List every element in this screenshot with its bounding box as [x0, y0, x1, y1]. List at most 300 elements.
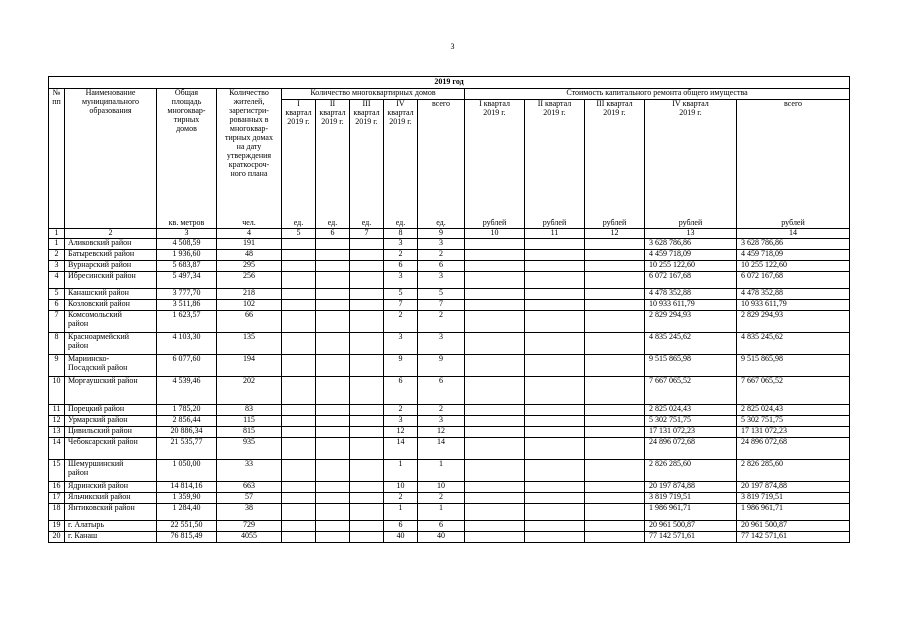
cost-q4: 2 826 285,60 [645, 460, 737, 482]
residents-count: 191 [217, 239, 282, 250]
row-number: 6 [49, 300, 65, 311]
table-row [49, 460, 850, 482]
cost-q1 [465, 300, 525, 311]
cost-q2 [525, 405, 585, 416]
cost-q1 [465, 261, 525, 272]
row-number: 14 [49, 438, 65, 460]
residents-count: 256 [217, 272, 282, 289]
count-total: 7 [418, 300, 465, 311]
header-cost-q4: IV квартал 2019 г. [645, 100, 737, 218]
count-q1 [282, 300, 316, 311]
cost-total: 24 896 072,68 [737, 438, 850, 460]
residents-count: 33 [217, 460, 282, 482]
cost-q4: 3 628 786,86 [645, 239, 737, 250]
residents-count: 135 [217, 333, 282, 355]
count-total: 2 [418, 311, 465, 333]
residents-count: 663 [217, 482, 282, 493]
residents-count: 38 [217, 504, 282, 521]
count-q4: 2 [384, 405, 418, 416]
cost-total: 3 819 719,51 [737, 493, 850, 504]
count-total: 12 [418, 427, 465, 438]
column-number: 10 [465, 229, 525, 239]
residents-count: 115 [217, 416, 282, 427]
residents-count: 194 [217, 355, 282, 377]
count-q4: 6 [384, 521, 418, 532]
total-area: 5 497,34 [157, 272, 217, 289]
cost-total: 5 302 751,75 [737, 416, 850, 427]
cost-q3 [585, 239, 645, 250]
municipality-name: Яльчикский район [65, 493, 157, 504]
cost-q2 [525, 272, 585, 289]
count-total: 40 [418, 532, 465, 543]
unit-cell: рублей [645, 218, 737, 229]
cost-q2 [525, 460, 585, 482]
row-number: 1 [49, 239, 65, 250]
municipality-name: Аликовский район [65, 239, 157, 250]
municipality-name: Мариинско- Посадский район [65, 355, 157, 377]
unit-cell [49, 218, 65, 229]
cost-q1 [465, 377, 525, 405]
cost-q1 [465, 532, 525, 543]
cost-q4: 24 896 072,68 [645, 438, 737, 460]
header-count-group: Количество многоквартирных домов [282, 89, 465, 100]
table-row [49, 377, 850, 405]
count-total: 2 [418, 250, 465, 261]
column-number: 6 [316, 229, 350, 239]
column-number: 8 [384, 229, 418, 239]
count-q2 [316, 377, 350, 405]
cost-q2 [525, 493, 585, 504]
column-number: 9 [418, 229, 465, 239]
cost-total: 2 825 024,43 [737, 405, 850, 416]
cost-q2 [525, 261, 585, 272]
cost-q2 [525, 416, 585, 427]
row-number: 4 [49, 272, 65, 289]
cost-q2 [525, 438, 585, 460]
cost-q1 [465, 355, 525, 377]
cost-q1 [465, 438, 525, 460]
count-q2 [316, 438, 350, 460]
table-row [49, 504, 850, 521]
cost-q4: 4 478 352,88 [645, 289, 737, 300]
row-number: 3 [49, 261, 65, 272]
count-q4: 1 [384, 460, 418, 482]
count-q1 [282, 250, 316, 261]
cost-q4: 20 961 500,87 [645, 521, 737, 532]
cost-q2 [525, 355, 585, 377]
count-q3 [350, 504, 384, 521]
municipality-name: Шемуршинский район [65, 460, 157, 482]
count-total: 9 [418, 355, 465, 377]
count-q3 [350, 521, 384, 532]
column-number: 4 [217, 229, 282, 239]
unit-cell: рублей [465, 218, 525, 229]
unit-cell: чел. [217, 218, 282, 229]
cost-q4: 7 667 065,52 [645, 377, 737, 405]
column-number: 3 [157, 229, 217, 239]
residents-count: 83 [217, 405, 282, 416]
unit-cell [65, 218, 157, 229]
count-q3 [350, 311, 384, 333]
cost-q4: 6 072 167,68 [645, 272, 737, 289]
count-q1 [282, 460, 316, 482]
cost-q2 [525, 377, 585, 405]
cost-q1 [465, 416, 525, 427]
count-q1 [282, 532, 316, 543]
cost-q3 [585, 521, 645, 532]
count-q4: 2 [384, 250, 418, 261]
count-q2 [316, 504, 350, 521]
cost-q3 [585, 272, 645, 289]
count-total: 3 [418, 272, 465, 289]
table-row [49, 532, 850, 543]
cost-total: 2 829 294,93 [737, 311, 850, 333]
row-number: 16 [49, 482, 65, 493]
count-q2 [316, 493, 350, 504]
cost-q4: 10 933 611,79 [645, 300, 737, 311]
column-number: 14 [737, 229, 850, 239]
total-area: 2 856,44 [157, 416, 217, 427]
unit-cell: ед. [282, 218, 316, 229]
residents-count: 48 [217, 250, 282, 261]
cost-q2 [525, 250, 585, 261]
cost-total: 4 835 245,62 [737, 333, 850, 355]
table-row [49, 355, 850, 377]
cost-total: 1 986 961,71 [737, 504, 850, 521]
total-area: 1 623,57 [157, 311, 217, 333]
residents-count: 57 [217, 493, 282, 504]
column-number: 11 [525, 229, 585, 239]
count-q3 [350, 239, 384, 250]
cost-total: 4 478 352,88 [737, 289, 850, 300]
table-row [49, 482, 850, 493]
cost-q3 [585, 504, 645, 521]
count-total: 6 [418, 377, 465, 405]
header-no: № пп [49, 89, 65, 218]
table-row [49, 239, 850, 250]
municipality-name: Канашский район [65, 289, 157, 300]
header-residents: Количество жителей, зарегистри- рованных в многоквар- тирных домах на дату утверждения краткосроч- ного плана [217, 89, 282, 218]
residents-count: 935 [217, 438, 282, 460]
count-q1 [282, 272, 316, 289]
count-q1 [282, 416, 316, 427]
cost-q2 [525, 333, 585, 355]
cost-q4: 1 986 961,71 [645, 504, 737, 521]
count-q4: 1 [384, 504, 418, 521]
cost-total: 20 197 874,88 [737, 482, 850, 493]
count-q4: 3 [384, 272, 418, 289]
unit-cell: ед. [316, 218, 350, 229]
cost-q2 [525, 521, 585, 532]
cost-q2 [525, 532, 585, 543]
cost-q3 [585, 261, 645, 272]
table-row [49, 405, 850, 416]
row-number: 13 [49, 427, 65, 438]
cost-q3 [585, 438, 645, 460]
row-number: 10 [49, 377, 65, 405]
count-q1 [282, 493, 316, 504]
row-number: 15 [49, 460, 65, 482]
count-q2 [316, 416, 350, 427]
total-area: 4 539,46 [157, 377, 217, 405]
column-number: 2 [65, 229, 157, 239]
municipality-name: Урмарский район [65, 416, 157, 427]
cost-q3 [585, 460, 645, 482]
count-q4: 3 [384, 239, 418, 250]
municipality-name: Порецкий район [65, 405, 157, 416]
table-row [49, 261, 850, 272]
count-q1 [282, 482, 316, 493]
header-count-q3: III квартал 2019 г. [350, 100, 384, 218]
cost-total: 2 826 285,60 [737, 460, 850, 482]
total-area: 3 511,86 [157, 300, 217, 311]
row-number: 12 [49, 416, 65, 427]
municipality-name: Вурнарский район [65, 261, 157, 272]
residents-count: 295 [217, 261, 282, 272]
cost-q4: 10 255 122,60 [645, 261, 737, 272]
count-q1 [282, 438, 316, 460]
total-area: 14 814,16 [157, 482, 217, 493]
cost-q4: 9 515 865,98 [645, 355, 737, 377]
municipality-name: Ядринский район [65, 482, 157, 493]
count-q4: 12 [384, 427, 418, 438]
municipality-name: Янтиковский район [65, 504, 157, 521]
residents-count: 729 [217, 521, 282, 532]
cost-total: 9 515 865,98 [737, 355, 850, 377]
municipality-name: Козловский район [65, 300, 157, 311]
count-total: 3 [418, 333, 465, 355]
header-count-q5: всего [418, 100, 465, 218]
residents-count: 218 [217, 289, 282, 300]
cost-q2 [525, 239, 585, 250]
row-number: 20 [49, 532, 65, 543]
cost-q2 [525, 289, 585, 300]
count-q4: 3 [384, 333, 418, 355]
total-area: 1 936,60 [157, 250, 217, 261]
count-q3 [350, 482, 384, 493]
table-row [49, 438, 850, 460]
cost-q3 [585, 289, 645, 300]
row-number: 11 [49, 405, 65, 416]
cost-q3 [585, 405, 645, 416]
count-q1 [282, 405, 316, 416]
column-number: 1 [49, 229, 65, 239]
cost-q1 [465, 405, 525, 416]
municipality-name: Цивильский район [65, 427, 157, 438]
count-q2 [316, 482, 350, 493]
cost-q3 [585, 482, 645, 493]
cost-q4: 5 302 751,75 [645, 416, 737, 427]
municipality-name: Моргаушский район [65, 377, 157, 405]
count-q1 [282, 427, 316, 438]
unit-cell: ед. [418, 218, 465, 229]
cost-q4: 4 459 718,09 [645, 250, 737, 261]
cost-q4: 17 131 072,23 [645, 427, 737, 438]
residents-count: 202 [217, 377, 282, 405]
municipality-name: Комсомольский район [65, 311, 157, 333]
count-q1 [282, 355, 316, 377]
cost-q1 [465, 333, 525, 355]
unit-cell: ед. [350, 218, 384, 229]
municipality-name: г. Алатырь [65, 521, 157, 532]
count-q2 [316, 355, 350, 377]
table-row [49, 521, 850, 532]
header-count-q4: IV квартал 2019 г. [384, 100, 418, 218]
header-cost-q5: всего [737, 100, 850, 218]
count-q3 [350, 493, 384, 504]
count-q3 [350, 250, 384, 261]
count-q2 [316, 460, 350, 482]
cost-q1 [465, 311, 525, 333]
count-q3 [350, 460, 384, 482]
count-q3 [350, 355, 384, 377]
table-row [49, 272, 850, 289]
total-area: 1 050,00 [157, 460, 217, 482]
header-count-q2: II квартал 2019 г. [316, 100, 350, 218]
count-q4: 2 [384, 493, 418, 504]
count-q3 [350, 289, 384, 300]
count-q1 [282, 261, 316, 272]
row-number: 7 [49, 311, 65, 333]
cost-total: 10 933 611,79 [737, 300, 850, 311]
cost-q1 [465, 289, 525, 300]
cost-q3 [585, 355, 645, 377]
cost-q3 [585, 377, 645, 405]
unit-cell: рублей [585, 218, 645, 229]
municipality-name: Ибресинский район [65, 272, 157, 289]
cost-q2 [525, 504, 585, 521]
table-row [49, 333, 850, 355]
count-total: 3 [418, 416, 465, 427]
table-row [49, 300, 850, 311]
municipality-name: Батыревский район [65, 250, 157, 261]
total-area: 6 077,60 [157, 355, 217, 377]
row-number: 9 [49, 355, 65, 377]
year-title: 2019 год [49, 77, 850, 89]
municipality-name: Красноармейский район [65, 333, 157, 355]
cost-q3 [585, 333, 645, 355]
header-count-q1: I квартал 2019 г. [282, 100, 316, 218]
cost-q2 [525, 427, 585, 438]
count-total: 3 [418, 239, 465, 250]
residents-count: 815 [217, 427, 282, 438]
count-q3 [350, 405, 384, 416]
cost-q4: 77 142 571,61 [645, 532, 737, 543]
cost-q1 [465, 272, 525, 289]
count-total: 1 [418, 504, 465, 521]
cost-q3 [585, 250, 645, 261]
count-q3 [350, 438, 384, 460]
count-q3 [350, 427, 384, 438]
count-q4: 40 [384, 532, 418, 543]
cost-q4: 4 835 245,62 [645, 333, 737, 355]
header-area: Общая площадь многоквар- тирных домов [157, 89, 217, 218]
cost-q1 [465, 504, 525, 521]
count-q1 [282, 239, 316, 250]
column-number: 13 [645, 229, 737, 239]
count-q1 [282, 504, 316, 521]
cost-q1 [465, 521, 525, 532]
total-area: 22 551,50 [157, 521, 217, 532]
count-q2 [316, 272, 350, 289]
count-q4: 6 [384, 261, 418, 272]
cost-q1 [465, 482, 525, 493]
cost-q4: 3 819 719,51 [645, 493, 737, 504]
table-row [49, 289, 850, 300]
count-q4: 5 [384, 289, 418, 300]
count-total: 2 [418, 493, 465, 504]
residents-count: 4055 [217, 532, 282, 543]
count-total: 6 [418, 521, 465, 532]
cost-q1 [465, 427, 525, 438]
cost-q1 [465, 493, 525, 504]
row-number: 8 [49, 333, 65, 355]
count-q4: 2 [384, 311, 418, 333]
count-total: 1 [418, 460, 465, 482]
count-q2 [316, 405, 350, 416]
header-cost-q3: III квартал 2019 г. [585, 100, 645, 218]
count-q1 [282, 521, 316, 532]
total-area: 21 535,77 [157, 438, 217, 460]
cost-q3 [585, 311, 645, 333]
count-q3 [350, 333, 384, 355]
count-q2 [316, 333, 350, 355]
residents-count: 66 [217, 311, 282, 333]
cost-total: 4 459 718,09 [737, 250, 850, 261]
table-row [49, 427, 850, 438]
count-q3 [350, 416, 384, 427]
unit-cell: ед. [384, 218, 418, 229]
count-q3 [350, 272, 384, 289]
municipality-name: Чебоксарский район [65, 438, 157, 460]
cost-q4: 20 197 874,88 [645, 482, 737, 493]
count-q2 [316, 311, 350, 333]
count-q4: 7 [384, 300, 418, 311]
row-number: 5 [49, 289, 65, 300]
count-q4: 6 [384, 377, 418, 405]
cost-q3 [585, 493, 645, 504]
count-q3 [350, 300, 384, 311]
cost-total: 3 628 786,86 [737, 239, 850, 250]
total-area: 1 284,40 [157, 504, 217, 521]
count-total: 5 [418, 289, 465, 300]
count-q2 [316, 289, 350, 300]
total-area: 5 683,87 [157, 261, 217, 272]
cost-q4: 2 829 294,93 [645, 311, 737, 333]
row-number: 18 [49, 504, 65, 521]
count-q1 [282, 377, 316, 405]
unit-cell: рублей [525, 218, 585, 229]
page-number: 3 [450, 42, 455, 51]
count-q2 [316, 300, 350, 311]
cost-q1 [465, 460, 525, 482]
cost-total: 17 131 072,23 [737, 427, 850, 438]
count-q4: 10 [384, 482, 418, 493]
count-q1 [282, 311, 316, 333]
total-area: 20 886,34 [157, 427, 217, 438]
table-row [49, 493, 850, 504]
capital-repair-table [48, 76, 850, 543]
count-q2 [316, 250, 350, 261]
total-area: 4 103,30 [157, 333, 217, 355]
count-q2 [316, 532, 350, 543]
table-row [49, 416, 850, 427]
count-q2 [316, 239, 350, 250]
count-total: 10 [418, 482, 465, 493]
count-total: 14 [418, 438, 465, 460]
cost-q3 [585, 300, 645, 311]
total-area: 76 815,49 [157, 532, 217, 543]
